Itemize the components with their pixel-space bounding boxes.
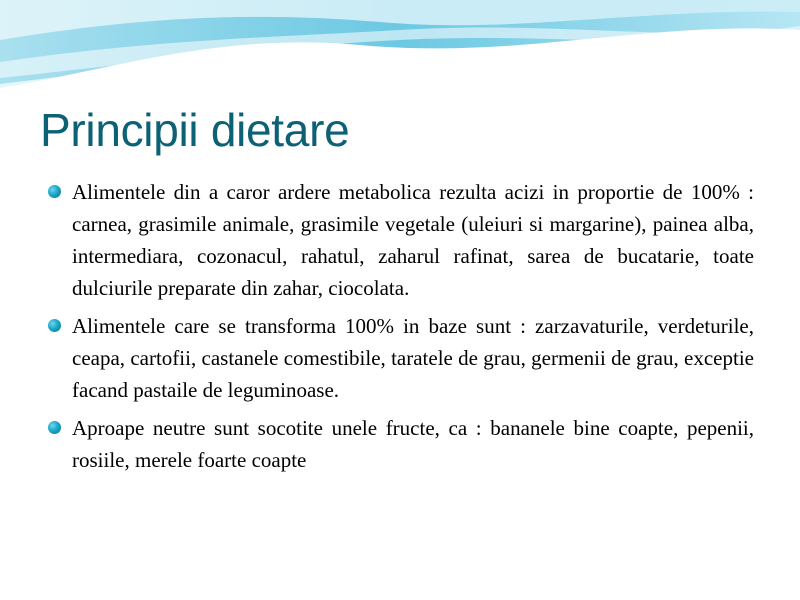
bullet-text: Alimentele din a caror ardere metabolica rezulta acizi in proportie de 100% : carnea, grasimile animale, grasimile vegetale (uleiuri si margarine), painea alba, intermediara, cozonacul, rahatul, zaharul rafinat, sarea de bucatarie, toate dulciurile preparate din zahar, ciocolata. (72, 180, 754, 300)
bullet-item (44, 412, 754, 476)
slide-title: Principii dietare (40, 104, 350, 156)
bullet-text: Aproape neutre sunt socotite unele fructe, ca : bananele bine coapte, pepenii, rosiile, merele foarte coapte (72, 416, 754, 472)
round-bullet-icon (48, 421, 61, 434)
header-wave-decoration (0, 0, 800, 92)
bullet-item (44, 176, 754, 304)
bullet-item (44, 310, 754, 406)
round-bullet-icon (48, 319, 61, 332)
bullet-list (44, 176, 754, 482)
bullet-text: Alimentele care se transforma 100% in baze sunt : zarzavaturile, verdeturile, ceapa, cartofii, castanele comestibile, taratele de grau, germenii de grau, exceptie facand pastaile de leguminoase. (72, 314, 754, 402)
round-bullet-icon (48, 185, 61, 198)
